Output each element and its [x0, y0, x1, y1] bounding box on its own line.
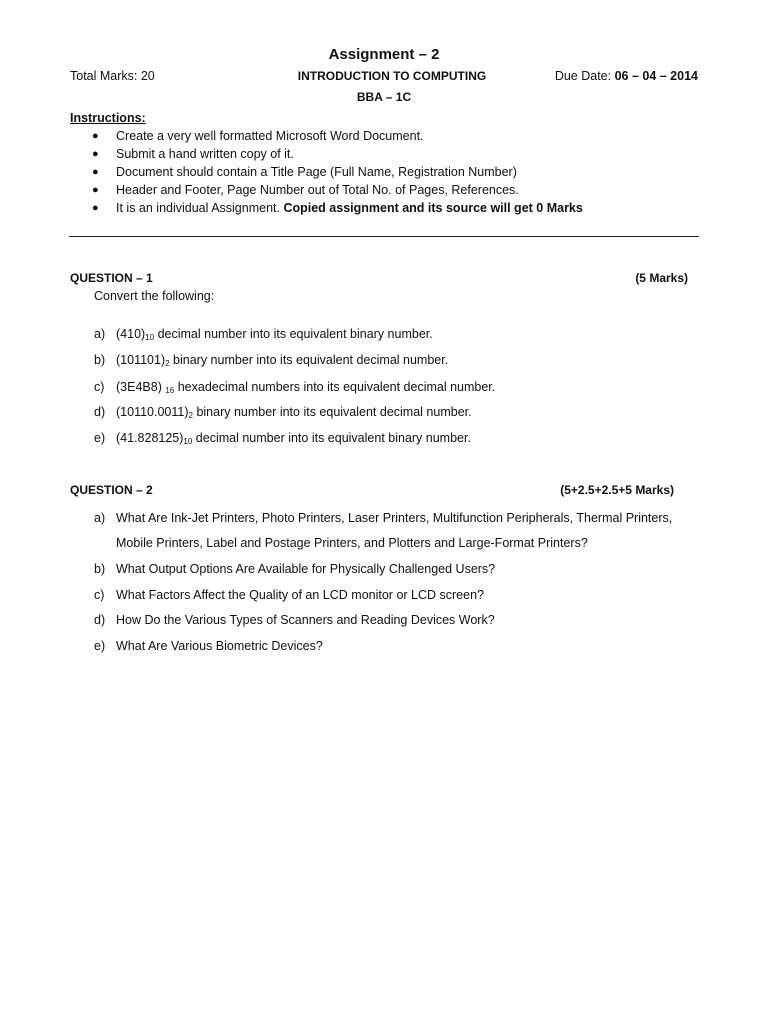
question-1-intro: Convert the following:: [94, 289, 215, 303]
header-meta-row: [70, 69, 700, 87]
instruction-item: ● Submit a hand written copy of it.: [92, 147, 294, 161]
section-label: BBA – 1C: [356, 90, 412, 104]
instruction-item: ● It is an individual Assignment. Copied assignment and its source will get 0 Marks: [92, 201, 583, 215]
bullet-icon: ●: [92, 130, 99, 142]
question-1-marks: (5 Marks): [635, 271, 688, 285]
question-1-item-d: d) $(10110.0011)_2$ binary number into its equivalent decimal number.: [94, 405, 472, 420]
question-2-heading: [70, 483, 688, 497]
question-1-item-e: e) $(41.828125)_{10}$ decimal number into its equivalent binary number.: [94, 431, 471, 446]
question-2-marks: (5+2.5+2.5+5 Marks): [560, 483, 674, 497]
instruction-warning: Copied assignment and its source will get 0 Marks: [283, 201, 583, 215]
instruction-item: ● Document should contain a Title Page (Full Name, Registration Number): [92, 165, 517, 179]
bullet-icon: ●: [92, 184, 99, 196]
total-marks: Total Marks: 20: [70, 69, 155, 83]
assignment-title: Assignment – 2: [328, 46, 440, 63]
bullet-icon: ●: [92, 166, 99, 178]
question-2-item-d: d) How Do the Various Types of Scanners and Reading Devices Work?: [94, 613, 495, 627]
due-date-label: Due Date:: [554, 69, 615, 83]
instruction-item: ● Header and Footer, Page Number out of Total No. of Pages, References.: [92, 183, 519, 197]
question-2-title: QUESTION – 2: [70, 483, 153, 497]
due-date-value: 06 – 04 – 2014: [614, 69, 698, 83]
instructions-heading: Instructions:: [70, 111, 146, 125]
question-2-item-c: c) What Factors Affect the Quality of an LCD monitor or LCD screen?: [94, 588, 484, 602]
question-2-item-a-continued: Mobile Printers, Label and Postage Printers, and Plotters and Large-Format Printers?: [116, 536, 588, 550]
question-2-item-b: b) What Output Options Are Available for Physically Challenged Users?: [94, 562, 496, 576]
question-1-item-c: c) (3E4B8) $_{16}$ hexadecimal numbers into its equivalent decimal number.: [94, 380, 496, 395]
question-1-title: QUESTION – 1: [70, 271, 153, 285]
question-2-item-e: e) What Are Various Biometric Devices?: [94, 639, 323, 653]
question-1-item-a: a) $(410)_{10}$ decimal number into its equivalent binary number.: [94, 327, 433, 342]
bullet-icon: ●: [92, 202, 99, 214]
instructions-list: [70, 127, 583, 217]
bullet-icon: ●: [92, 148, 99, 160]
question-1-heading: [70, 271, 688, 285]
question-1-item-b: b) $(101101)_2$ binary number into its equivalent decimal number.: [94, 353, 449, 368]
instruction-item: ● Create a very well formatted Microsoft Word Document.: [92, 129, 424, 143]
due-date: [555, 69, 698, 83]
question-2-item-a: a) What Are Ink-Jet Printers, Photo Printers, Laser Printers, Multifunction Peripherals, Thermal Printers,: [94, 511, 673, 525]
course-name: INTRODUCTION TO COMPUTING: [297, 69, 487, 83]
section-divider: [69, 236, 699, 237]
